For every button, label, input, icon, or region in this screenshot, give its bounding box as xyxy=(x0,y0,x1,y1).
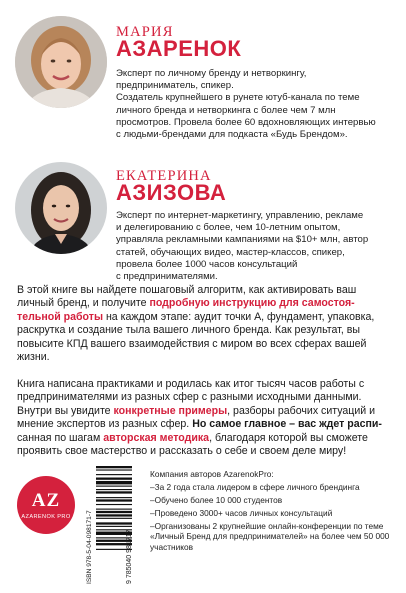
author-first-name: МАРИЯ xyxy=(116,24,174,40)
barcode-bar xyxy=(96,478,132,480)
description-paragraph-2 xyxy=(17,378,393,458)
text-line: жизни. xyxy=(17,351,50,364)
barcode-bar xyxy=(96,491,132,493)
text-line xyxy=(17,297,393,310)
text-line xyxy=(17,405,393,418)
text-line: Книга написана практиками и родилась как итог тысяч часов работы с xyxy=(17,378,365,390)
list-item: – За 2 года стала лидером в сфере личного брендинга xyxy=(150,482,400,493)
barcode-bar xyxy=(96,511,132,513)
bio-line: с людьми-брендами для подкаста «Будь Брендом». xyxy=(116,129,348,141)
text-span: личный бренд, и получите xyxy=(17,297,150,310)
logo-mark: AZ xyxy=(31,490,61,511)
barcode-bar xyxy=(96,509,132,510)
list-item: – Организованы 2 крупнейшие онлайн-конференции по теме «Личный Бренд для предпринимателей» на более чем 50 000 участников xyxy=(150,521,400,553)
barcode-bar xyxy=(96,504,132,505)
author-photo-ekaterina xyxy=(15,162,107,254)
bio-line: провела более 1000 часов консультаций xyxy=(116,258,298,270)
bio-line: предприниматель, спикер. xyxy=(116,80,234,92)
text-line: В этой книге вы найдете пошаговый алгоритм, как активировать ваш xyxy=(17,284,357,296)
logo-text: AZARENOK PRO xyxy=(21,514,71,520)
description-paragraph-1 xyxy=(17,284,393,364)
company-facts-list xyxy=(150,482,400,553)
text-line: раскрутка и создание тыла вашего личного бренда. Как результат, вы xyxy=(17,324,360,337)
list-item: – Проведено 3000+ часов личных консультаций xyxy=(150,508,400,519)
bio-line: управляла рекламными кампаниями на $10+ млн, автор xyxy=(116,234,369,246)
author-photo-maria xyxy=(15,16,107,108)
bio-line: статей, обучающих видео, мастер-классов, спикер, xyxy=(116,246,345,258)
bio-line: Эксперт по личному бренду и нетворкингу, xyxy=(116,68,307,79)
text-span: мнение экспертов из разных сфер. xyxy=(17,418,193,431)
author-last-name: АЗИЗОВА xyxy=(116,180,227,205)
author-last-name: АЗАРЕНОК xyxy=(116,36,242,61)
author-first-name: ЕКАТЕРИНА xyxy=(116,168,212,184)
bio-line: просмотров. Провела более 60 вдохновляющих интервью xyxy=(116,116,376,128)
text-span: , разборы рабочих ситуаций и xyxy=(227,404,376,417)
barcode-bar xyxy=(96,499,132,501)
bio-line: и делегированию с более, чем 10-летним опытом, xyxy=(116,222,341,234)
bio-line: личного бренда и нетворкинга с более чем 7 млн xyxy=(116,104,336,116)
highlight-text: авторская методика xyxy=(103,431,210,444)
emphasis-text: Но самое главное – вас ждет распи- xyxy=(192,418,382,431)
company-facts xyxy=(150,469,400,555)
highlight-text: конкретные примеры xyxy=(113,404,228,417)
text-line: повысите КПД вашего взаимодействия с миром во всех сферах вашей xyxy=(17,337,367,350)
barcode-bar xyxy=(96,518,132,519)
barcode-bar xyxy=(96,522,132,524)
text-span: на каждом этапе: аудит точки А, фундамент, упаковка, xyxy=(103,310,375,323)
barcode-bar xyxy=(96,489,132,490)
text-line xyxy=(17,418,393,431)
text-span: Внутри вы увидите xyxy=(17,404,114,417)
text-line xyxy=(17,311,393,324)
text-span: санная по шагам xyxy=(17,431,104,444)
barcode-bar xyxy=(96,514,132,516)
bio-line: Создатель крупнейшего в рунете ютуб-канала по теме xyxy=(116,92,360,104)
text-span: , благодаря которой вы сможете xyxy=(209,431,368,444)
isbn-text: ISBN 978-5-04-098171-7 xyxy=(86,510,93,584)
barcode-bar xyxy=(96,486,132,487)
list-item: – Обучено более 10 000 студентов xyxy=(150,495,400,506)
barcode-bar xyxy=(96,469,132,470)
text-line: проявить свое мастерство и рассказать о себе и своем деле миру! xyxy=(17,445,347,458)
author-bio xyxy=(116,68,398,141)
barcode-bar xyxy=(96,481,132,484)
company-heading: Компания авторов AzarenokPro: xyxy=(150,469,274,479)
text-line xyxy=(17,432,393,445)
bio-line: Эксперт по интернет-маркетингу, управлению, рекламе xyxy=(116,210,364,221)
barcode-bar xyxy=(96,474,132,475)
author-bio xyxy=(116,210,398,283)
barcode-bar xyxy=(96,526,132,527)
barcode-bar xyxy=(96,497,132,498)
barcode-digits: 9 785040 981717 xyxy=(126,529,133,584)
text-line: предпринимателями из разных сфер с разными исходными данными. xyxy=(17,391,362,404)
highlight-text: подробную инструкцию для самостоя- xyxy=(149,297,355,310)
barcode-bar xyxy=(96,466,132,468)
bio-line: с предпринимателями. xyxy=(116,271,218,283)
azarenokpro-logo xyxy=(17,476,75,534)
highlight-text: тельной работы xyxy=(17,310,103,323)
